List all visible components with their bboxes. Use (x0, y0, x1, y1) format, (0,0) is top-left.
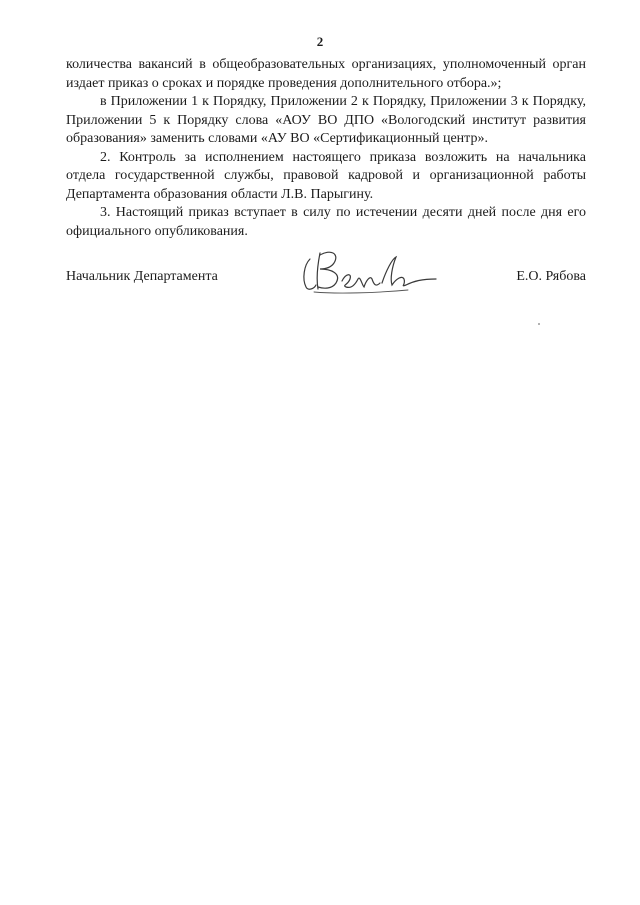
document-body (66, 56, 586, 241)
paragraph-item-3-effective-date: 3. Настоящий приказ вступает в силу по истечении десяти дней после дня его официального опубликования. (66, 205, 586, 239)
signature-block (66, 245, 586, 305)
handwritten-signature (296, 245, 446, 297)
paragraph-continuation: количества вакансий в общеобразовательных организациях, уполномоченный орган издает приказ о сроках и порядке проведения дополнительного отбора.»; (66, 57, 586, 91)
signer-name: Е.О. Рябова (516, 269, 586, 284)
page-number: 2 (316, 34, 324, 49)
paragraph-item-2-control: 2. Контроль за исполнением настоящего приказа возложить на начальника отдела государственной службы, правовой кадровой и организационной работы Департамента образования области Л.В. Парыгину. (66, 149, 586, 202)
paragraph-appendix-replacement: в Приложении 1 к Порядку, Приложении 2 к Порядку, Приложении 3 к Порядку, Приложении 5 к Порядку слова «АОУ ВО ДПО «Вологодский институт развития образования» заменить словами «АУ ВО «Сертификационный центр». (66, 94, 586, 146)
scan-artifact-dot (538, 323, 540, 325)
signer-position-title: Начальник Департамента (66, 269, 218, 284)
